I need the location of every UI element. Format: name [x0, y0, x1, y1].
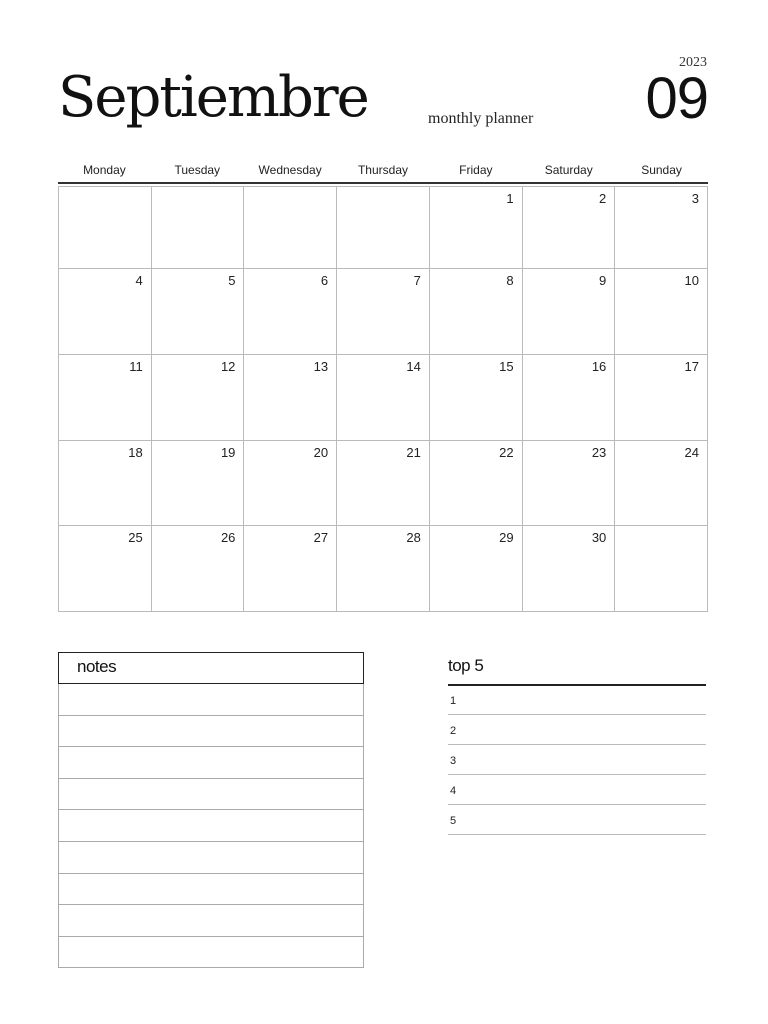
- day-cell[interactable]: [244, 526, 337, 612]
- top5-item[interactable]: 1: [448, 685, 706, 715]
- day-cell[interactable]: [523, 526, 616, 612]
- notes-line[interactable]: [59, 874, 363, 906]
- weekday-header: [58, 163, 708, 179]
- day-cell[interactable]: [59, 187, 152, 269]
- day-cell[interactable]: [244, 269, 337, 355]
- day-cell[interactable]: [337, 355, 430, 441]
- day-number: 23: [591, 444, 607, 460]
- notes-line[interactable]: [59, 684, 363, 716]
- day-number: 19: [220, 444, 236, 460]
- day-number: 8: [506, 273, 514, 288]
- day-number: 10: [684, 273, 699, 288]
- weekday-label: Monday: [83, 163, 126, 177]
- top5-item[interactable]: 4: [448, 775, 706, 805]
- notes-line[interactable]: [59, 716, 363, 748]
- day-cell[interactable]: [337, 526, 430, 612]
- top5-item[interactable]: 2: [448, 715, 706, 745]
- weekday-label: Saturday: [544, 163, 593, 177]
- day-cell[interactable]: [244, 355, 337, 441]
- day-cell[interactable]: [244, 187, 337, 269]
- day-number: 18: [128, 444, 143, 460]
- day-number: 26: [220, 530, 236, 546]
- notes-line[interactable]: [59, 810, 363, 842]
- day-cell[interactable]: [59, 441, 152, 527]
- day-number: 15: [499, 358, 514, 374]
- day-number: 17: [684, 358, 699, 374]
- top5-item[interactable]: 5: [448, 805, 706, 835]
- day-number: 16: [591, 358, 607, 374]
- day-cell[interactable]: [337, 441, 430, 527]
- notes-line[interactable]: [59, 842, 363, 874]
- day-number: 5: [228, 273, 236, 288]
- weekday-label: Thursday: [357, 163, 408, 177]
- day-cell[interactable]: [523, 355, 616, 441]
- day-number: 6: [320, 273, 329, 288]
- top5-item[interactable]: 3: [448, 745, 706, 775]
- day-number: 12: [220, 358, 236, 374]
- day-number: 28: [406, 530, 421, 546]
- day-cell[interactable]: [152, 526, 245, 612]
- day-number: 1: [506, 191, 514, 206]
- day-cell[interactable]: [430, 269, 523, 355]
- notes-line[interactable]: [59, 747, 363, 779]
- calendar-grid: [58, 186, 708, 612]
- notes-line[interactable]: [59, 905, 363, 937]
- day-number: 29: [499, 530, 514, 546]
- day-cell[interactable]: [615, 526, 708, 612]
- day-number: 4: [135, 273, 143, 288]
- header-divider: [58, 182, 708, 184]
- day-number: 27: [313, 530, 329, 546]
- day-number: 22: [499, 444, 514, 460]
- day-cell[interactable]: [152, 187, 245, 269]
- day-number: 11: [129, 358, 143, 374]
- day-cell[interactable]: [244, 441, 337, 527]
- day-cell[interactable]: [615, 187, 708, 269]
- weekday-label: Wednesday: [258, 163, 322, 177]
- day-number: 24: [684, 444, 699, 460]
- notes-section: [58, 652, 364, 968]
- weekday-label: Sunday: [641, 163, 682, 177]
- day-cell[interactable]: [430, 355, 523, 441]
- top5-title: top 5: [448, 656, 484, 675]
- day-number: 25: [128, 530, 143, 546]
- weekday-label: Friday: [459, 163, 493, 177]
- year-label: 2023: [679, 55, 707, 70]
- day-cell[interactable]: [152, 441, 245, 527]
- day-cell[interactable]: [523, 187, 616, 269]
- day-cell[interactable]: [430, 441, 523, 527]
- notes-line[interactable]: [59, 937, 363, 969]
- day-cell[interactable]: [430, 187, 523, 269]
- day-cell[interactable]: [337, 269, 430, 355]
- notes-line[interactable]: [59, 779, 363, 811]
- day-cell[interactable]: [523, 441, 616, 527]
- day-cell[interactable]: [152, 269, 245, 355]
- month-title: Septiembre: [58, 65, 368, 130]
- month-number: 09: [645, 66, 708, 131]
- day-cell[interactable]: [152, 355, 245, 441]
- day-number: 13: [313, 358, 329, 374]
- weekday-label: Tuesday: [174, 163, 221, 177]
- day-cell[interactable]: [59, 355, 152, 441]
- top5-list: [448, 685, 706, 835]
- day-number: 7: [413, 273, 421, 288]
- day-cell[interactable]: [337, 187, 430, 269]
- day-cell[interactable]: [615, 441, 708, 527]
- day-cell[interactable]: [615, 269, 708, 355]
- day-cell[interactable]: [59, 526, 152, 612]
- day-number: 14: [406, 358, 421, 374]
- day-number: 20: [313, 444, 329, 460]
- day-number: 3: [691, 191, 699, 206]
- day-cell[interactable]: [59, 269, 152, 355]
- notes-title: notes: [58, 652, 364, 684]
- day-cell[interactable]: [523, 269, 616, 355]
- day-number: 9: [599, 273, 607, 288]
- planner-subtitle: monthly planner: [428, 110, 534, 127]
- day-number: 21: [406, 444, 421, 460]
- day-number: 30: [591, 530, 607, 546]
- day-number: 2: [599, 191, 607, 206]
- day-cell[interactable]: [615, 355, 708, 441]
- day-cell[interactable]: [430, 526, 523, 612]
